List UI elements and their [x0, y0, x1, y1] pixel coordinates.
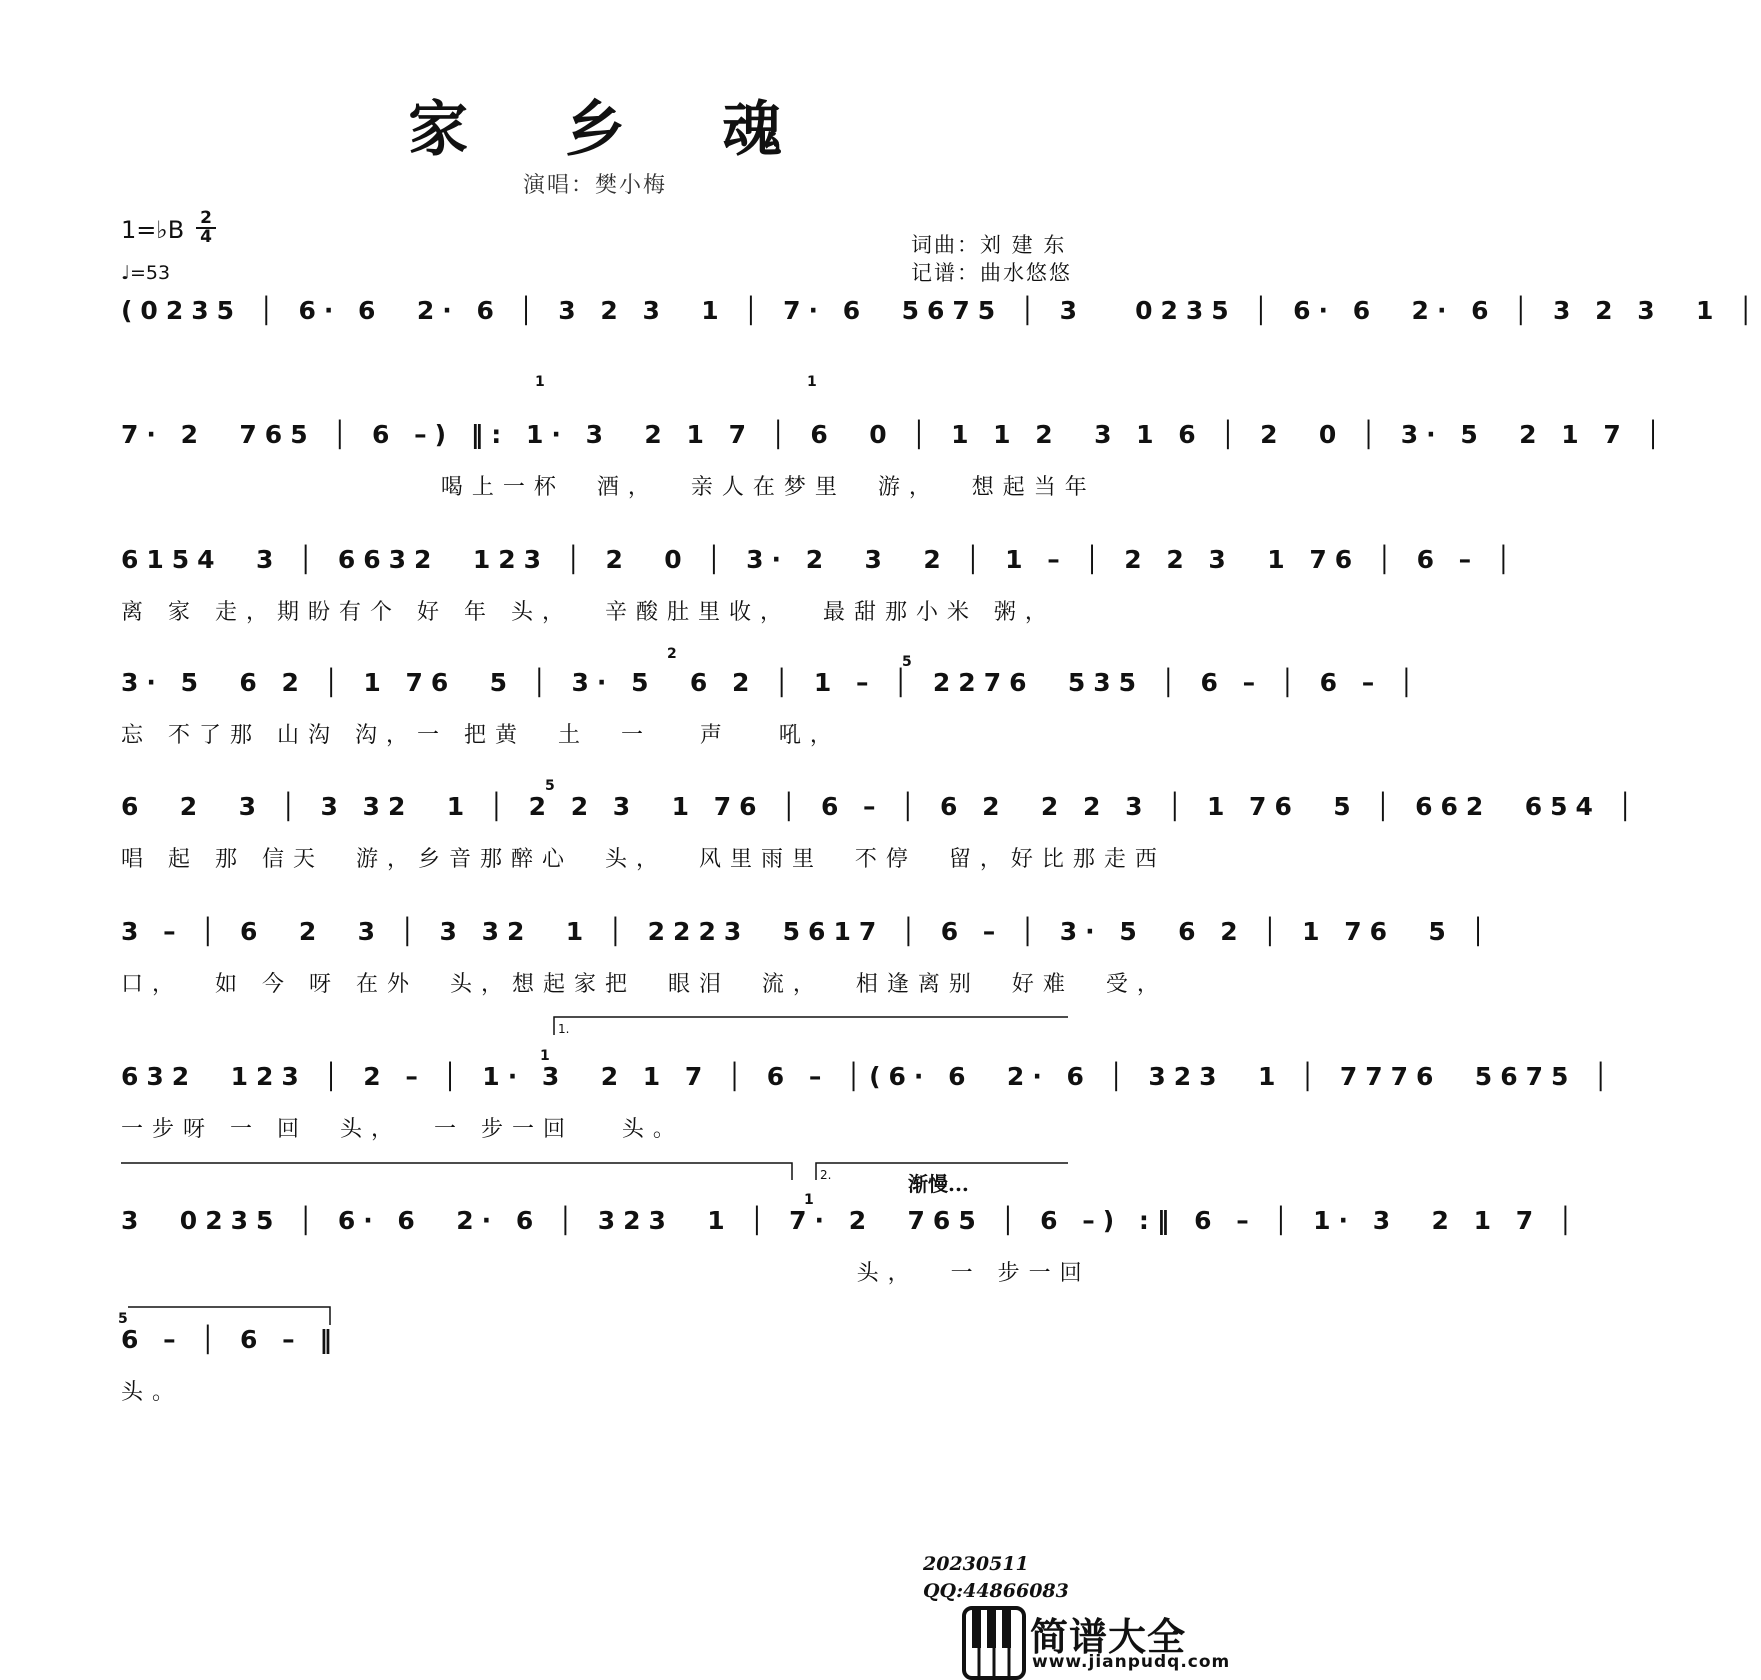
notes-line-7: 632 123 │ 2 – │ 1· 3 2 1 7 │ 6 – │(6· 6 2· 6 │ 323 1 │ 7776 5675 │ [121, 1062, 1617, 1091]
grace-note: 1 [804, 1192, 814, 1208]
tempo-marking: ♩=53 [121, 262, 171, 284]
date-stamp: 20230511 [923, 1553, 1029, 1575]
notes-line-2: 7· 2 765 │ 6 –) ‖: 1· 3 2 1 7 │ 6 0 │ 1 1 2 3 1 6 │ 2 0 │ 3· 5 2 1 7 │ [121, 420, 1669, 449]
notes-line-1: (0235 │ 6· 6 2· 6 │ 3 2 3 1 │ 7· 6 5675 │ 3 0235 │ 6· 6 2· 6 │ 3 2 3 1 │ [121, 296, 1761, 325]
song-title: 家 乡 魂 [408, 95, 820, 165]
lyrics-line-4: 忘 不了那 山沟 沟，一 把黄 土 一 声 吼， [121, 723, 841, 748]
lyrics-line-3: 离 家 走，期盼有个 好 年 头， 辛酸肚里收， 最甜那小米 粥， [121, 600, 1056, 625]
transcriber-credit: 记谱：曲水悠悠 [911, 261, 1072, 285]
lyrics-line-2: 喝上一杯 酒， 亲人在梦里 游， 想起当年 [121, 475, 1096, 500]
notes-line-9: 6 – │ 6 – ‖ [121, 1325, 340, 1354]
volta-2-label: 2. [820, 1168, 832, 1182]
grace-note: 5 [545, 778, 555, 794]
lyrics-line-9: 头。 [121, 1380, 184, 1405]
notes-line-4: 3· 5 6 2 │ 1 76 5 │ 3· 5 6 2 │ 1 – │ 2276 535 │ 6 – │ 6 – │ [121, 668, 1422, 697]
notes-line-5: 6 2 3 │ 3 32 1 │ 2 2 3 1 76 │ 6 – │ 6 2 2 2 3 │ 1 76 5 │ 662 654 │ [121, 792, 1641, 821]
volta-1-label: 1. [558, 1022, 570, 1036]
notes-line-6: 3 – │ 6 2 3 │ 3 32 1 │ 2223 5617 │ 6 – │ 3· 5 6 2 │ 1 76 5 │ [121, 917, 1494, 946]
grace-note: 5 [902, 654, 912, 670]
notes-line-8: 3 0235 │ 6· 6 2· 6 │ 323 1 │ 7· 2 765 │ 6 –) :‖ 6 – │ 1· 3 2 1 7 │ [121, 1206, 1581, 1235]
key-signature: 1=♭B [121, 216, 185, 244]
lyrics-line-5: 唱 起 那 信天 游，乡音那醉心 头， 风里雨里 不停 留，好比那走西 [121, 847, 1166, 872]
time-signature-bottom: 4 [200, 227, 212, 247]
grace-note: 1 [807, 374, 817, 390]
contact-qq: QQ:44866083 [923, 1580, 1069, 1602]
grace-note: 2 [667, 646, 677, 662]
singer-credit: 演唱：樊小梅 [522, 173, 667, 198]
grace-note: 1 [535, 374, 545, 390]
lyrics-music-credit: 词曲：刘 建 东 [911, 233, 1067, 257]
watermark-name: 简谱大全 [1030, 1615, 1187, 1659]
watermark-url: www.jianpudq.com [1032, 1652, 1231, 1672]
notes-line-3: 6154 3 │ 6632 123 │ 2 0 │ 3· 2 3 2 │ 1 – │ 2 2 3 1 76 │ 6 – │ [121, 545, 1519, 574]
lyrics-line-7: 一步呀 一 回 头， 一 步一回 头。 [121, 1117, 684, 1142]
time-signature-top: 2 [196, 210, 216, 229]
ritardando-marking: 渐慢... [908, 1172, 969, 1196]
lyrics-line-8: 头， 一 步一回 [121, 1261, 1091, 1286]
grace-note: 5 [118, 1311, 128, 1327]
lyrics-line-6: 口， 如 今 呀 在外 头，想起家把 眼泪 流， 相逢离别 好难 受， [121, 972, 1168, 997]
grace-note: 1 [540, 1048, 550, 1064]
